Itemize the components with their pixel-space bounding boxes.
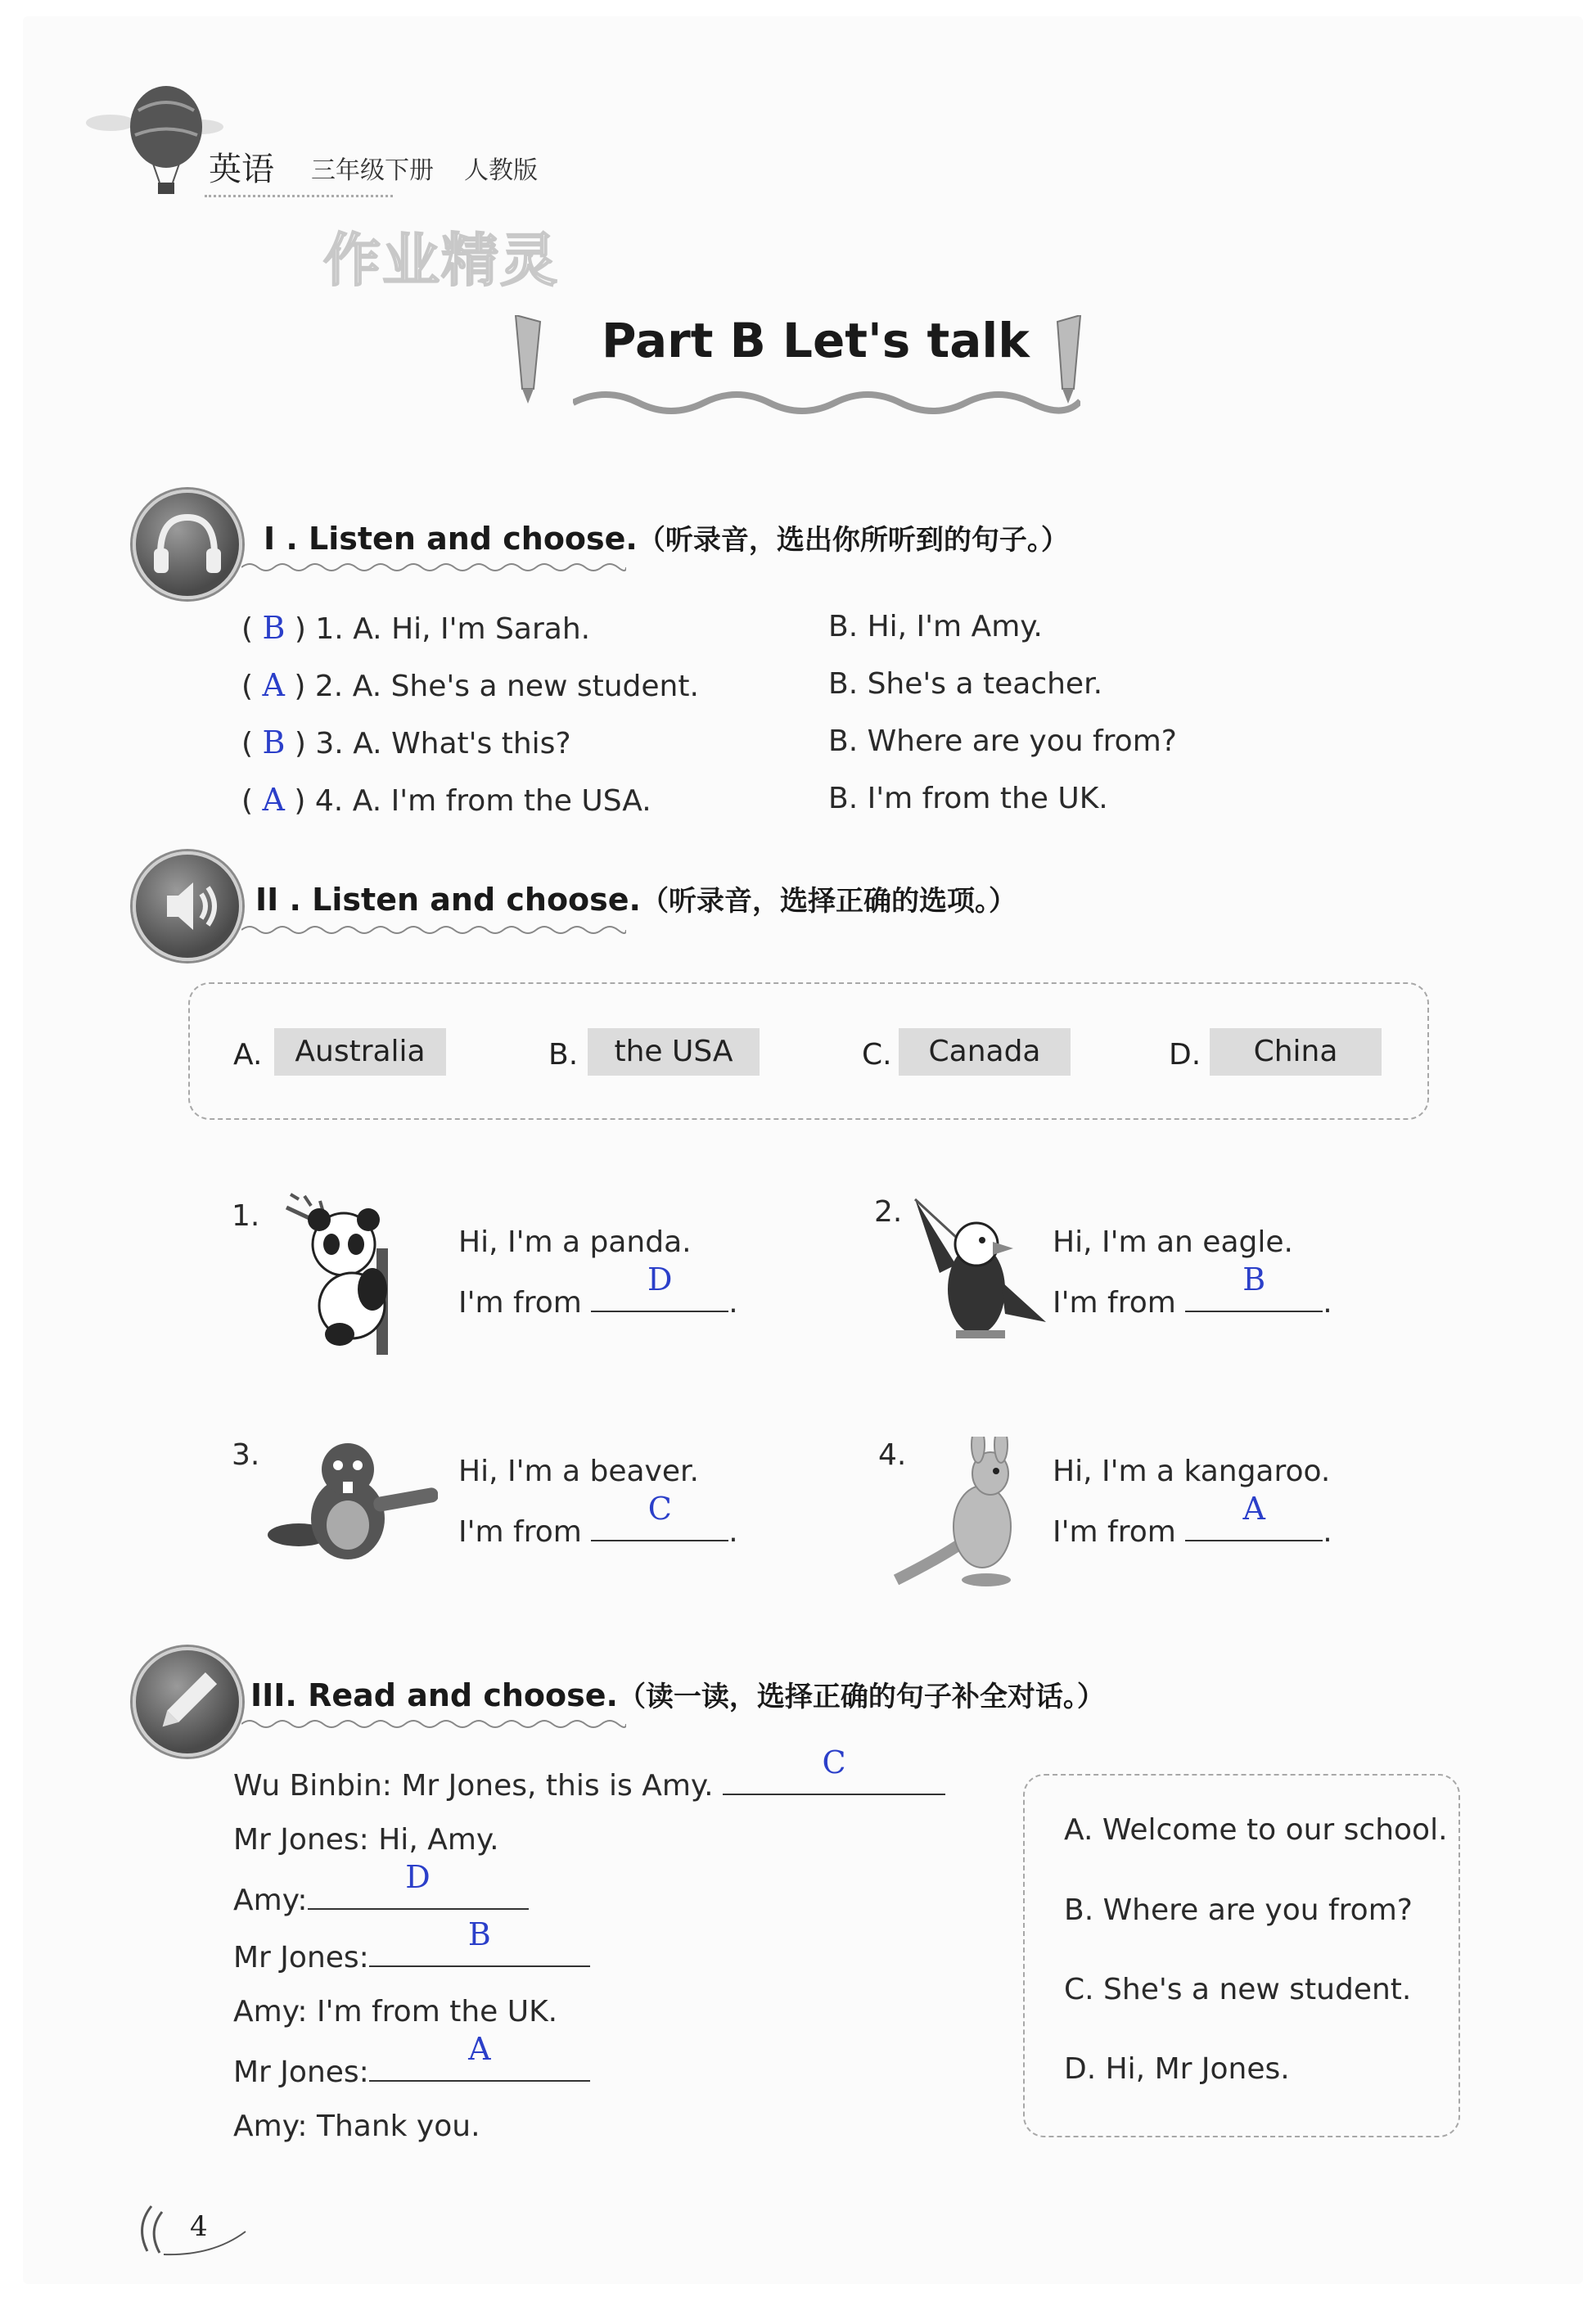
s1-row-2: ( A ) 2. A. She's a new student. — [241, 667, 699, 703]
s1-num-4: 4. — [314, 784, 344, 818]
speaker-icon — [133, 851, 242, 961]
s1-option-b-4: B. I'm from the UK. — [828, 782, 1108, 815]
s1-option-a-2: A. She's a new student. — [352, 670, 699, 703]
dialogue-line-4 — [233, 1916, 590, 1974]
s2-line1-2: Hi, I'm an eagle. — [1053, 1225, 1293, 1259]
s2-line2-row-2: I'm from B . — [1053, 1261, 1332, 1320]
s1-option-b-2: B. She's a teacher. — [828, 667, 1103, 701]
s2-answer-1: D — [647, 1261, 673, 1297]
part-title: Part B Let's talk — [602, 313, 1030, 368]
s2-line2-4: I'm from — [1053, 1515, 1176, 1549]
s2-blank-1[interactable] — [591, 1261, 728, 1312]
beaver-icon — [266, 1437, 438, 1571]
section2-wave — [241, 923, 626, 940]
s2-num-4: 4. — [878, 1438, 907, 1472]
header-edition: 人教版 — [464, 156, 538, 185]
s1-row-4: ( A ) 4. A. I'm from the USA. — [241, 782, 651, 818]
option-chip-a: Australia — [274, 1028, 446, 1076]
dialogue-line-1 — [233, 1744, 945, 1803]
section3-wave — [241, 1717, 626, 1734]
dialogue-text-6: Mr Jones: — [233, 2056, 369, 2089]
choice-b: B. Where are you from? — [1064, 1893, 1413, 1927]
header-subject: 英语 — [209, 151, 274, 188]
option-chip-c: Canada — [899, 1028, 1071, 1076]
s1-option-a-3: A. What's this? — [353, 727, 571, 760]
kangaroo-icon — [888, 1437, 1035, 1591]
dialogue-blank-1[interactable] — [723, 1744, 945, 1795]
choice-a: A. Welcome to our school. — [1064, 1813, 1448, 1847]
option-letter-c: C. — [862, 1038, 892, 1072]
dialogue-answer-4: B — [467, 1916, 491, 1952]
section1-wave — [241, 561, 626, 577]
s1-answer-4: A — [262, 782, 285, 818]
dialogue-answer-6: A — [468, 2031, 491, 2067]
dialogue-blank-4[interactable] — [369, 1916, 590, 1967]
option-letter-d: D. — [1169, 1038, 1202, 1072]
s2-blank-3[interactable] — [591, 1491, 728, 1541]
s2-line2-row-4: I'm from A . — [1053, 1491, 1332, 1549]
s1-num-2: 2. — [314, 670, 344, 703]
watermark: 作业精灵 — [323, 227, 559, 294]
s2-num-1: 1. — [232, 1199, 260, 1233]
s1-option-b-3: B. Where are you from? — [828, 724, 1177, 758]
dialogue-text-5: Amy: I'm from the UK. — [233, 1995, 558, 2028]
s1-answer-2: A — [262, 667, 285, 703]
s2-answer-4: A — [1242, 1491, 1265, 1527]
dialogue-blank-6[interactable] — [369, 2031, 590, 2082]
s2-line2-1: I'm from — [458, 1286, 582, 1320]
s1-num-1: 1. — [315, 612, 344, 646]
dialogue-text-4: Mr Jones: — [233, 1941, 369, 1974]
s2-blank-4[interactable] — [1185, 1491, 1323, 1541]
s2-line2-3: I'm from — [458, 1515, 582, 1549]
header-grade: 三年级下册 — [311, 156, 434, 185]
dialogue-line-3 — [233, 1859, 529, 1917]
s2-line2-row-1: I'm from D . — [458, 1261, 738, 1320]
title-wave-decoration — [573, 385, 1080, 421]
dialogue-answer-1: C — [822, 1744, 846, 1780]
dialogue-text-3: Amy: — [233, 1884, 308, 1917]
choice-d: D. Hi, Mr Jones. — [1064, 2052, 1290, 2086]
s2-num-3: 3. — [232, 1438, 260, 1472]
page-number: 4 — [190, 2210, 208, 2243]
dialogue-answer-3: D — [405, 1859, 431, 1895]
section1-title-text: I . Listen and choose. — [264, 521, 638, 557]
s1-row-3: ( B ) 3. A. What's this? — [241, 724, 571, 760]
option-chip-b: the USA — [588, 1028, 760, 1076]
section2-title — [255, 878, 1017, 918]
s2-num-2: 2. — [874, 1195, 903, 1229]
s2-answer-3: C — [647, 1491, 672, 1527]
section3-title-text: III. Read and choose. — [250, 1677, 618, 1713]
headphones-icon — [133, 490, 242, 599]
dialogue-line-6 — [233, 2031, 590, 2089]
s2-line2-row-3: I'm from C . — [458, 1491, 738, 1549]
s1-option-a-1: A. Hi, I'm Sarah. — [353, 612, 591, 646]
choice-c: C. She's a new student. — [1064, 1973, 1412, 2006]
pencil-icon — [133, 1647, 242, 1757]
s2-answer-2: B — [1242, 1261, 1266, 1297]
s2-line1-3: Hi, I'm a beaver. — [458, 1455, 699, 1488]
s1-option-b-1: B. Hi, I'm Amy. — [828, 610, 1043, 643]
dialogue-text-1: Wu Binbin: Mr Jones, this is Amy. — [233, 1769, 714, 1803]
s2-blank-2[interactable] — [1185, 1261, 1323, 1312]
panda-icon — [282, 1191, 422, 1358]
s2-line1-1: Hi, I'm a panda. — [458, 1225, 692, 1259]
section3-title — [250, 1674, 1105, 1714]
s1-option-a-4: A. I'm from the USA. — [352, 784, 651, 818]
s1-num-3: 3. — [315, 727, 344, 760]
section2-title-text: II . Listen and choose. — [255, 882, 641, 918]
dialogue-text-7: Amy: Thank you. — [233, 2110, 480, 2143]
s2-line1-4: Hi, I'm a kangaroo. — [1053, 1455, 1331, 1488]
option-chip-d: China — [1210, 1028, 1382, 1076]
s2-line2-2: I'm from — [1053, 1286, 1176, 1320]
section1-title — [264, 517, 1069, 557]
section3-instruction: （读一读，选择正确的句子补全对话。） — [617, 1681, 1105, 1713]
eagle-icon — [907, 1191, 1054, 1350]
s1-answer-3: B — [262, 724, 286, 760]
s1-row-1: ( B ) 1. A. Hi, I'm Sarah. — [241, 610, 591, 646]
option-letter-b: B. — [548, 1038, 579, 1072]
section1-instruction: （听录音，选出你所听到的句子。） — [637, 524, 1069, 557]
pencil-left-icon — [507, 315, 548, 408]
s1-answer-1: B — [262, 610, 286, 646]
dialogue-blank-3[interactable] — [308, 1859, 529, 1910]
dialogue-text-2: Mr Jones: Hi, Amy. — [233, 1823, 499, 1857]
section2-instruction: （听录音，选择正确的选项。） — [641, 885, 1017, 918]
header-dotted-line — [205, 195, 393, 197]
option-letter-a: A. — [233, 1038, 263, 1072]
